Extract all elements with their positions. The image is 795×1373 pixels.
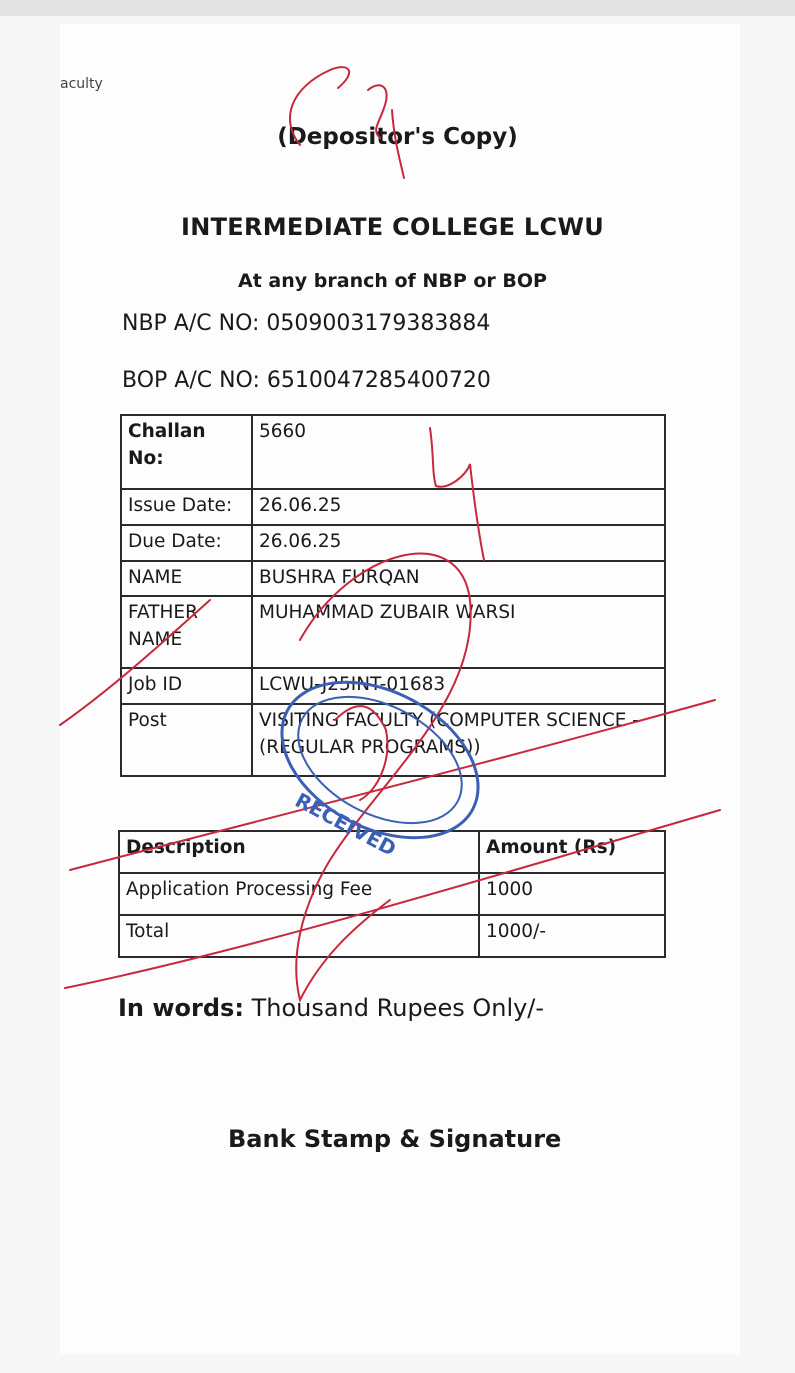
signature-scribble-top <box>290 67 404 178</box>
job-id-label: Job ID <box>121 668 252 704</box>
challan-no-value: 5660 <box>252 415 665 489</box>
signature-check-mark <box>430 428 484 560</box>
job-id-value: LCWU-J25INT-01683 <box>252 668 665 704</box>
challan-no-label: Challan No: <box>121 415 252 489</box>
post-value: VISITING FACULTY (COMPUTER SCIENCE - (REGULAR PROGRAMS)) <box>252 704 665 776</box>
bop-account: BOP A/C NO: 6510047285400720 <box>122 368 491 393</box>
issue-date-value: 26.06.25 <box>252 489 665 525</box>
ink-marks <box>60 67 720 1000</box>
branch-note: At any branch of NBP or BOP <box>238 270 547 292</box>
diagonal-line-left <box>60 600 210 725</box>
fee-amount: 1000 <box>479 873 665 915</box>
total-label: Total <box>119 915 479 957</box>
amount-header: Amount (Rs) <box>479 831 665 873</box>
post-label: Post <box>121 704 252 776</box>
date-scrawl <box>335 706 387 800</box>
total-amount: 1000/- <box>479 915 665 957</box>
stamp-text: RECEIVED <box>291 787 401 862</box>
name-value: BUSHRA FURQAN <box>252 561 665 597</box>
father-name-label: FATHER NAME <box>121 596 252 668</box>
copy-title: (Depositor's Copy) <box>277 124 518 150</box>
fee-description: Application Processing Fee <box>119 873 479 915</box>
father-name-value: MUHAMMAD ZUBAIR WARSI <box>252 596 665 668</box>
name-label: NAME <box>121 561 252 597</box>
issue-date-label: Issue Date: <box>121 489 252 525</box>
due-date-label: Due Date: <box>121 525 252 561</box>
college-name: INTERMEDIATE COLLEGE LCWU <box>180 213 605 241</box>
due-date-value: 26.06.25 <box>252 525 665 561</box>
signature-swirl <box>296 554 470 1000</box>
stamp-inner-ring <box>277 671 483 849</box>
header-fragment: aculty <box>60 76 103 92</box>
in-words-label: In words: <box>118 994 244 1022</box>
bank-stamp-signature-label: Bank Stamp & Signature <box>228 1125 562 1153</box>
in-words-value: Thousand Rupees Only/- <box>251 994 545 1022</box>
nbp-account: NBP A/C NO: 0509003179383884 <box>122 311 491 336</box>
description-header: Description <box>119 831 479 873</box>
